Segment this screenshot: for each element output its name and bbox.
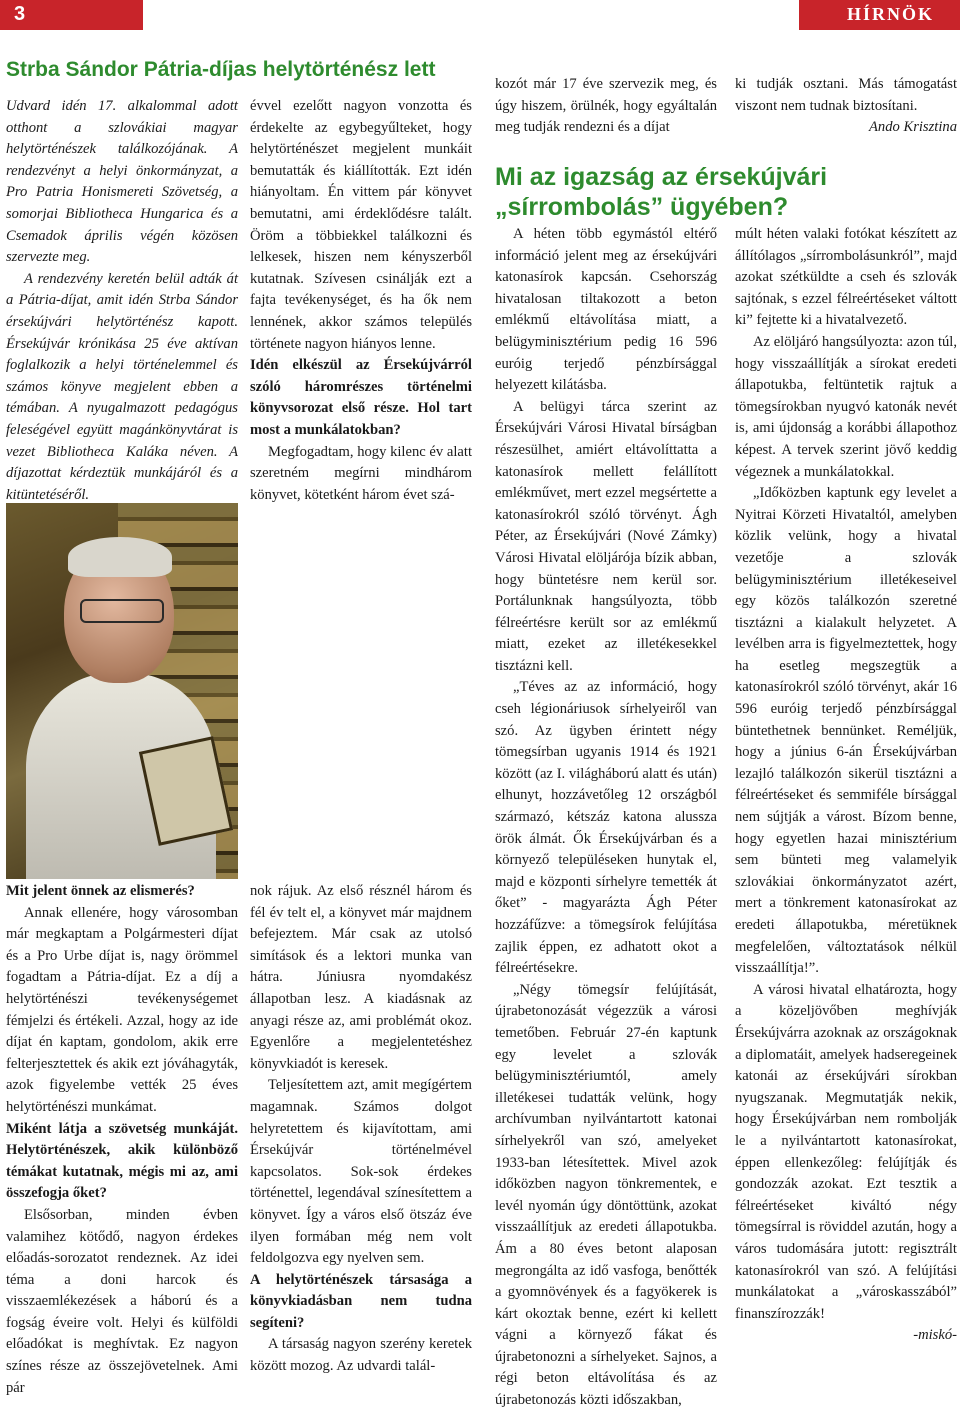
article2-paragraph: A héten több egymástól eltérő információ jelent meg az érsekújvári katonasírok kapcsán. Csehország hivatalosan tiltakozott a beton emlékmű eltávolítása miatt, a belügyminisztérium pedig 16 596 euróig terjedő pénzbírsággal helyezett kilátásba.	[495, 226, 717, 394]
interview-answer: ki tudják osztani. Más támogatást viszont nem tudnak biztosítani.	[735, 76, 957, 114]
interview-answer: Teljesítettem azt, amit megígértem magamnak. Számos dolgot helyretettem és kijavítottam, ami Érsekújvár történelmével kapcsolatos. Sok-sok érdekes történettel, legendával színesítettem a könyvet. Így a város első ötszáz éve ilyen formában még nem volt feldolgozva egy nyelven sem.	[250, 1077, 472, 1267]
interview-answer: kozót már 17 éve szervezik meg, és úgy hiszem, örülnék, hogy egyáltalán meg tudják rendezni és a díjat	[495, 76, 717, 136]
article2-paragraph: A városi hivatal elhatározta, hogy a közeljövőben meghívják Érsekújvárra azoknak az országoknak a diplomatáit, amelyek hadseregeinek katonái az érsekújvári sírokban nyugszanak. Megmutatják nekik, hogy Érsekújvárban nem rombolják le a nyilvántartott katonasírokat, éppen ellenkezőleg: felújítják és gondozzák azokat. Ezt tesztik a félreértéseket kiváltó négy tömegsírral is röviddel azután, hogy a város tudomására jutott: regisztrált katonasírokról van szó. A felújítási munkálatokat a „városkasszából” finanszírozzák!	[735, 981, 957, 1322]
article2-paragraph: A belügyi tárca szerint az Érsekújvári Városi Hivatal bírságban részesülhet, amiért eltávolíttatta a katonasírok mellett felállított emlékművet, mert ezzel megsértette a katonasírokról szóló törvényt. Ágh Péter, az Érsekújvári (Nové Zámky) Városi Hivatal elöljárója bízik abban, hogy büntetésre nem kerül sor. Portálunknak hangsúlyozta, több félreértésre került sor az emlékmű miatt, ezeket az illetékesekkel tisztázni kell.	[495, 398, 717, 674]
publication-title: HÍRNÖK	[846, 4, 934, 24]
article2-col3	[495, 224, 717, 1412]
portrait-photo	[6, 503, 238, 879]
article2-paragraph: „Négy tömegsír felújítását, újrabetonozását végezzük a városi temetőben. Február 27-én kaptunk egy levelet a szlovák belügyminisztériumtól, amely illetékesei tudatták velünk, hogy archívumban nyilvántartott katonai sírhelyekről van szó, amelyeket 1933-ban létesítettek. Mivel azok időközben nagyon tönkrementek, e levél nyomán úgy döntöttünk, azokat visszaállítjuk az eredeti állapotukba. Ám a 80 éves betont alaposan megrongálta az idő vasfoga, benőtték a gyomnövények és a fagyökerek is kárt okoztak benne, ezért ki kellett vágni a környező fákat és újrabetonozni a sírhelyeket. Sajnos, a régi beton eltávolítása és az újrabetonozás közti időszakban,	[495, 981, 717, 1409]
interview-question: Miként látja a szövetség munkáját. Helytörténészek, akik különböző témákat kutatnak, mégis mi az, ami összefogja őket?	[6, 1120, 238, 1202]
hair-shape	[68, 537, 172, 577]
article1-col2-top	[250, 96, 472, 506]
article2-author: -miskó-	[913, 1327, 957, 1344]
article1-col3-top	[495, 74, 717, 139]
interview-answer: Annak ellenére, hogy városomban már megkaptam a Polgármesteri díjat és a Pro Urbe díjat is, nagy örömmel fogadtam a Pátria-díjat. Ez a díj a helytörténészi tevékenységemet fémjelzi és értékeli. Azzal, hogy az ide díjat én kaptam, gondolom, akik erre felterjesztettek és akik ezt jóváhagyták, azok figyelembe vették 25 éves helytörténészi munkámat.	[6, 904, 238, 1115]
interview-answer: A társaság nagyon szerény keretek között mozog. Az udvardi talál-	[250, 1336, 472, 1375]
interview-answer: Elsősorban, minden évben valamihez kötődő, nagyon érdekes előadás-sorozatot rendeznek. Az idei téma a doni harcok és visszaemlékezések a háború és a fogság éveire volt. Helyi és külföldi előadókat is meghívtak. Ez nagyon színes része az összejövetelnek. Ami pár	[6, 1206, 238, 1396]
article2-title: Mi az igazság az érsekújvári „sírrombolás” ügyében?	[495, 163, 828, 221]
intro-paragraph: A rendezvény keretén belül adták át a Pátria-díjat, amit idén Strba Sándor érsekújvári helytörténész kapott. Érsekújvár krónikása 25 éve aktívan foglalkozik a helyi történelemmel és számos könyve megjelent ebben a témában. A nyugalmazott pedagógus feleségével együtt magánkönyvtárat is vezet Bibliotheca Kaláka néven. A díjazottat kérdeztük munkájáról és a kitüntetéséről.	[6, 270, 238, 503]
article1-title: Strba Sándor Pátria-díjas helytörténész lett	[6, 58, 436, 81]
article1-col1-bottom	[6, 881, 238, 1399]
article2-paragraph: „Téves az az információ, hogy cseh légionáriusok sírhelyeiről van szó. Az ügyben érintett négy tömegsírban ugyanis 1914 és 1921 között (az I. világháború alatt és után) elhunyt, hozzávetőleg 12 országból származó, kétszáz katona alussza örök álmát. Ők Érsekújvárban és a környező településeken hunytak el, majd e központi sírhelyre temették át őket” - magyarázta Ágh Péter hozzáfűzve: a tömegsírok felújítása zajlik éppen, ez adhatott okot a félreértésekre.	[495, 679, 717, 977]
header-spacer	[143, 0, 799, 30]
article1-col2-bottom	[250, 881, 472, 1378]
interview-answer: évvel ezelőtt nagyon vonzotta és érdekelte az egybegyűlteket, hogy helytörténészet megjelent munkáit bemutatták és kiállították. Ezt idén hiányoltam. Én vittem pár könyvet bemutatni, ami érdeklődésre talált. Öröm a többiekkel találkozni és lelkesek, hiszen nem kényszerből kutatnak. Szívesen csinálják ezt a fajta tevékenységet, és ha ők nem lennének, akkor számos település története nagyon hiányos lenne.	[250, 98, 472, 352]
interview-question: Mit jelent önnek az elismerés?	[6, 883, 195, 899]
article1-author: Ando Krisztina	[869, 119, 957, 136]
interview-answer: nok rájuk. Az első résznél három és fél év telt el, a könyvet már majdnem befejeztem. Már csak az utolsó simítások és a lektori munka van hátra. Júniusra nyomdakész állapotban lesz. A kiadásnak az anyagi része az, ami problémát okoz. Egyenlőre a megjelentetéshez könyvkiadót is keresek.	[250, 883, 472, 1072]
article2-col4	[735, 224, 957, 1347]
interview-question: Idén elkészül az Érsekújvárról szóló háromrészes történelmi könyvsorozat első része. Hol tart most a munkálatokban?	[250, 357, 472, 438]
article2-paragraph: „Időközben kaptunk egy levelet a Nyitrai Körzeti Hivataltól, amelyben közlik velünk, hogy a hivatal vezetője a szlovák belügyminisztérium illetékeseivel egy közös találkozón szeretné tisztázni a kialakult helyzetet. A levélben arra is figyelmeztettek, hogy ha esetleg megszegtük a katonasírokról szóló törvényt, akár 16 596 euróig terjedő pénzbírsággal büntethetnek bennünket. Reméljük, hogy a június 6-án Érsekújvárban lezajló találkozón sikerül tisztázni a félreértéseket és semmiféle bírsággal nem sújtják a várost. Bízom benne, hogy egyetlen hazai minisztérium sem bünteti meg valamelyik szlovákiai önkormányzatot azért, mert a tönkrement katonasírokat az eredeti állapotukba, méretüknek megfelelően, változtatások nélkül visszaállítja!”.	[735, 485, 957, 977]
article1-intro	[6, 96, 238, 506]
intro-paragraph: Udvard idén 17. alkalommal adott otthont a szlovákiai magyar helytörténészek találkozójának. A rendezvényt a helyi önkormányzat, a Pro Patria Honismereti Szövetség, a somorjai Bibliotheca Hungarica és a Csemadok április végén közösen szervezte meg.	[6, 98, 238, 266]
glasses-shape	[80, 599, 164, 623]
interview-answer: Megfogadtam, hogy kilenc év alatt szeretném megírni mindhárom könyvet, kötetként három évet szá-	[250, 443, 472, 503]
article2-paragraph: múlt héten valaki fotókat készített az állítólagos „sírrombolásunkról”, majd azokat szétküldte a cseh és szlovák sajtónak, s ezzel félreértéseket váltott ki” fejtette ki a hivatalvezető.	[735, 226, 957, 329]
article1-col4-top	[735, 74, 957, 139]
interview-question: A helytörténészek társasága a könyvkiadásban nem tudna segíteni?	[250, 1271, 472, 1331]
article2-paragraph: Az elöljáró hangsúlyozta: azon túl, hogy visszaállítják a sírokat eredeti állapotukba, feltüntetik rajtuk a tömegsírokban nyugvó katonák nevét is, ami újdonság a korábbi állapothoz képest. A tervek szerint jövő keddig végeznek a munkálatokkal.	[735, 333, 957, 480]
page-number: 3	[14, 3, 26, 25]
